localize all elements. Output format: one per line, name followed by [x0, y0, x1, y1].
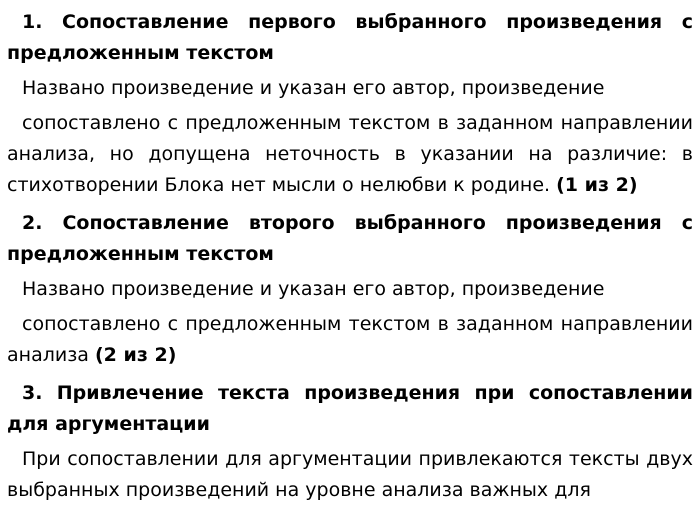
section-2-paragraph-text: сопоставлено с предложенным текстом в заданном направлении анализа: [7, 313, 693, 366]
section-2-paragraph: [7, 309, 693, 371]
section-3-heading: 3. Привлечение текста произведения при сопоставлении для аргументации: [7, 382, 693, 435]
document-body: [7, 0, 693, 510]
section-3-paragraph: При сопоставлении для аргументации привлекаются тексты двух выбранных произведений на уровне анализа важных для: [7, 448, 693, 501]
section-1-heading: 1. Сопоставление первого выбранного произведения с предложенным текстом: [7, 11, 693, 64]
section-1-score: (1 из 2): [556, 174, 638, 196]
section-1-statement: Названо произведение и указан его автор, произведение: [22, 77, 605, 99]
section-2-statement: Названо произведение и указан его автор, произведение: [22, 278, 605, 300]
section-2-heading: 2. Сопоставление второго выбранного произведения с предложенным текстом: [7, 212, 693, 265]
section-2-score: (2 из 2): [95, 344, 177, 366]
section-1-paragraph: [7, 108, 693, 201]
section-1-paragraph-text: сопоставлено с предложенным текстом в заданном направлении анализа, но допущена неточность в указании на различие: в стихотворении Блока нет мысли о нелюбви к родине.: [7, 112, 693, 196]
